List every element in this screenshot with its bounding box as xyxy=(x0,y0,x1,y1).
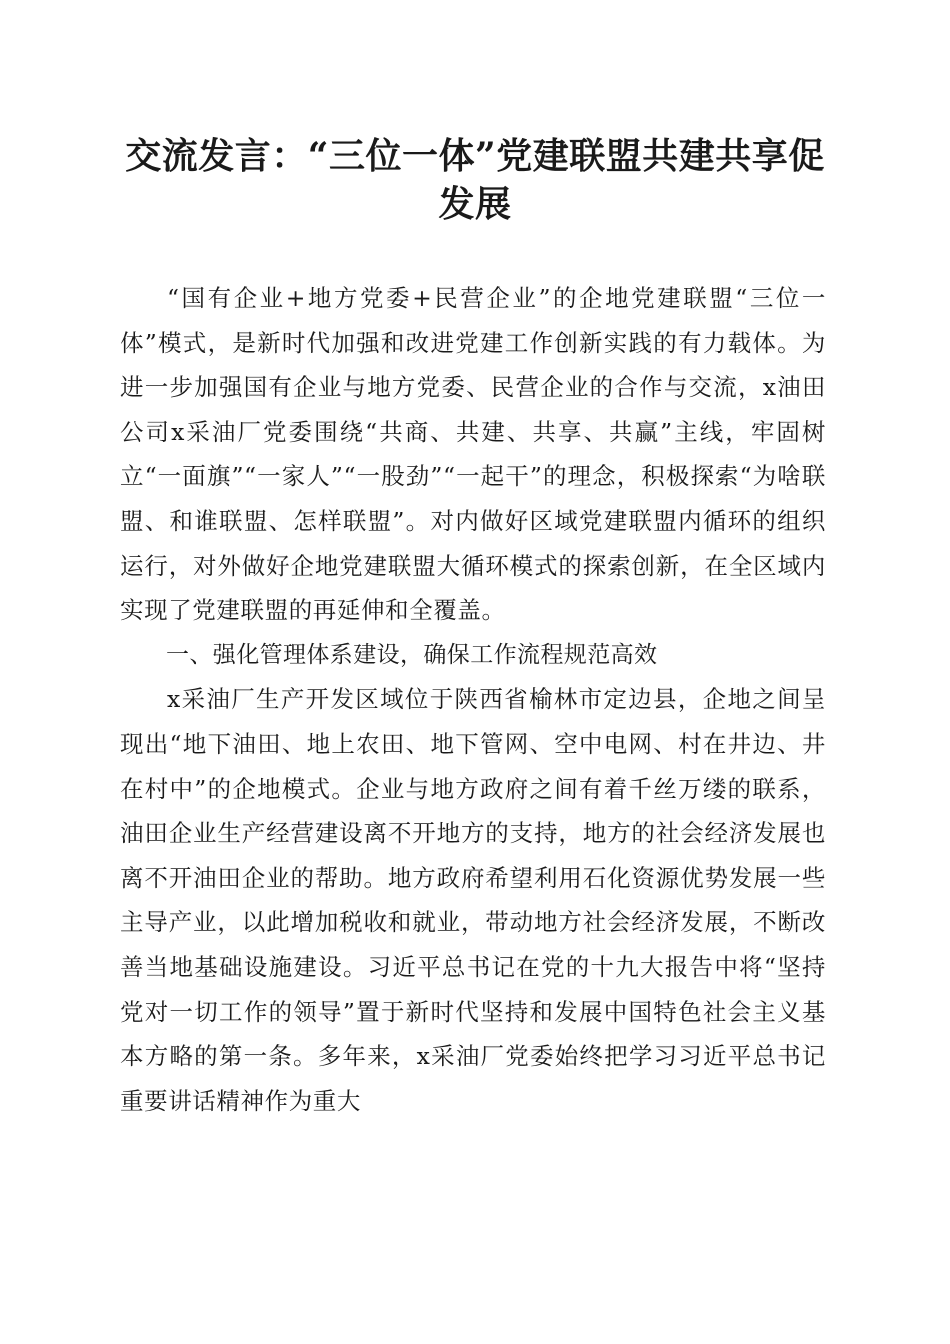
section-heading: 一、强化管理体系建设，确保工作流程规范高效 xyxy=(166,641,658,668)
document-title xyxy=(118,132,832,228)
section-paragraph: x采油厂生产开发区域位于陕西省榆林市定边县，企地之间呈现出“地下油田、地上农田、地下管网、空中电网、村在井边、井在村中”的企地模式。企业与地方政府之间有着千丝万缕的联系，油田企业生产经营建设离不开地方的支持，地方的社会经济发展也离不开油田企业的帮助。地方政府希望利用石化资源优势发展一些主导产业，以此增加税收和就业，带动地方社会经济发展，不断改善当地基础设施建设。习近平总书记在党的十九大报告中将“坚持党对一切工作的领导”置于新时代坚持和发展中国特色社会主义基本方略的第一条。多年来，x采油厂党委始终把学习习近平总书记重要讲话精神作为重大 xyxy=(120,685,826,1115)
title-line-2: 发展 xyxy=(438,183,512,225)
intro-paragraph: “国有企业+地方党委+民营企业”的企地党建联盟“三位一体”模式，是新时代加强和改进党建工作创新实践的有力载体。为进一步加强国有企业与地方党委、民营企业的合作与交流，x油田公司x采油厂党委围绕“共商、共建、共享、共赢”主线，牢固树立“一面旗”“一家人”“一股劲”“一起干”的理念，积极探索“为啥联盟、和谁联盟、怎样联盟”。对内做好区域党建联盟内循环的组织运行，对外做好企地党建联盟大循环模式的探索创新，在全区域内实现了党建联盟的再延伸和全覆盖。 xyxy=(120,284,826,625)
title-line-1: 交流发言：“三位一体”党建联盟共建共享促 xyxy=(125,135,825,177)
document-body xyxy=(120,276,826,1123)
